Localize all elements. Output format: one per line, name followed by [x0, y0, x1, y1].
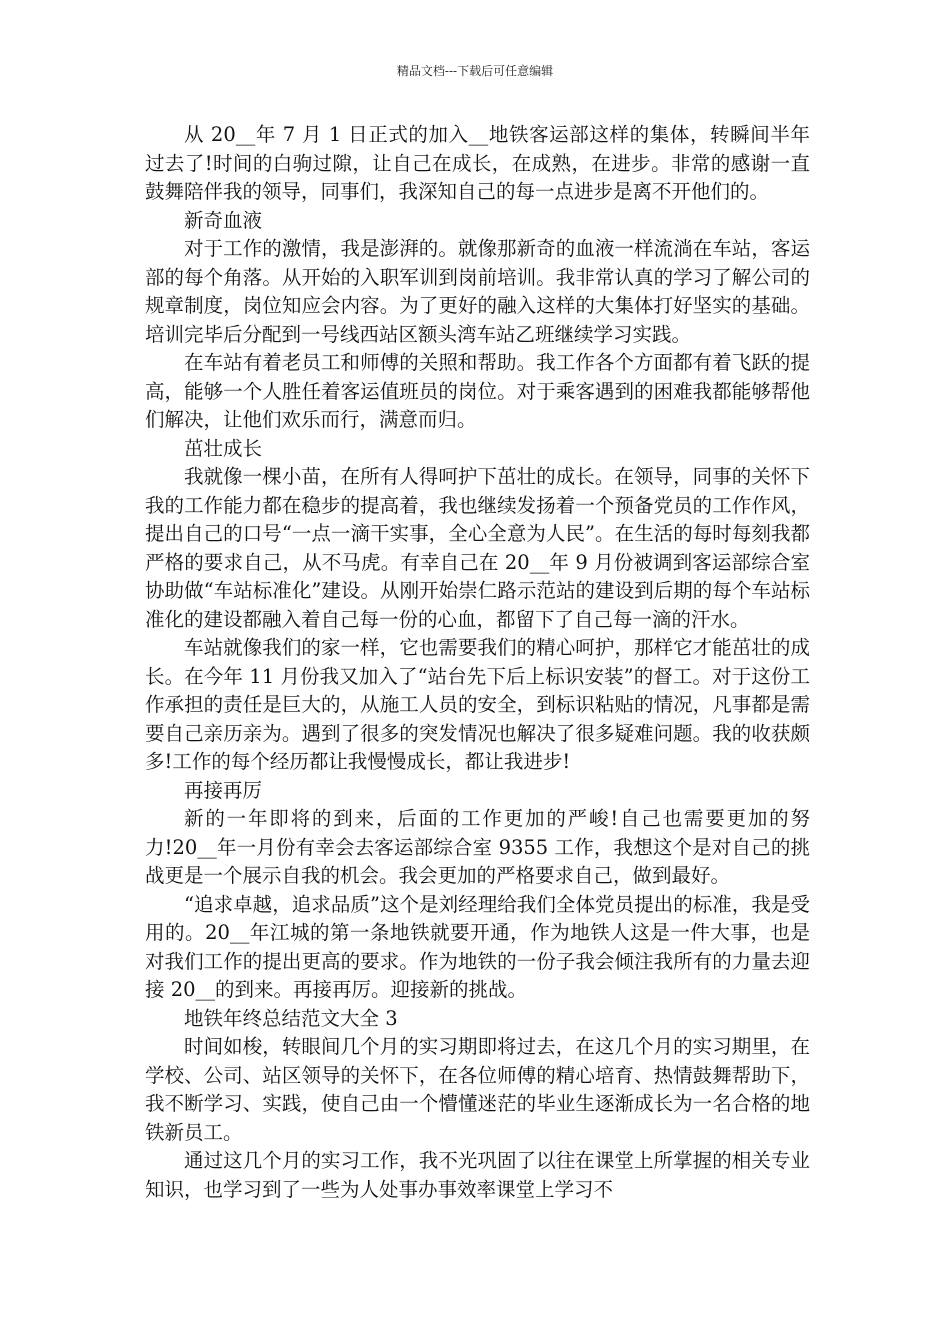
- paragraph: 通过这几个月的实习工作，我不光巩固了以往在课堂上所掌握的相关专业知识，也学习到了一些为人处事办事效率课堂上学习不: [145, 1149, 810, 1201]
- paragraph: 对于工作的激情，我是澎湃的。就像那新奇的血液一样流淌在车站，客运部的每个角落。从开始的入职军训到岗前培训。我非常认真的学习了解公司的规章制度，岗位知应会内容。为了更好的融入这样的大集体打好坚实的基础。培训完毕后分配到一号线西站区额头湾车站乙班继续学习实践。: [145, 237, 810, 346]
- paragraph: 在车站有着老员工和师傅的关照和帮助。我工作各个方面都有着飞跃的提高，能够一个人胜任着客运值班员的岗位。对于乘客遇到的困难我都能够帮他们解决，让他们欢乐而行，满意而归。: [145, 351, 810, 431]
- section-heading: 再接再厉: [184, 778, 263, 802]
- paragraph: 新的一年即将的到来，后面的工作更加的严峻!自己也需要更加的努力!20__年一月份有幸会去客运部综合室 9355 工作，我想这个是对自己的挑战更是一个展示自我的机会。我会更加的严格要求自己，做到最好。: [145, 807, 810, 887]
- paragraph: 从 20__年 7 月 1 日正式的加入__地铁客运部这样的集体，转瞬间半年过去了!时间的白驹过隙，让自己在成长，在成熟，在进步。非常的感谢一直鼓舞陪伴我的领导，同事们，我深知自己的每一点进步是离不开他们的。: [145, 123, 810, 203]
- paragraph: 时间如梭，转眼间几个月的实习期即将过去，在这几个月的实习期里，在学校、公司、站区领导的关怀下，在各位师傅的精心培育、热情鼓舞帮助下，我不断学习、实践，使自己由一个懵懂迷茫的毕业生逐渐成长为一名合格的地铁新员工。: [145, 1035, 810, 1144]
- paragraph: 我就像一棵小苗，在所有人得呵护下茁壮的成长。在领导，同事的关怀下我的工作能力都在稳步的提高着，我也继续发扬着一个预备党员的工作作风，提出自己的口号“一点一滴干实事，全心全意为人民”。在生活的每时每刻我都严格的要求自己，从不马虎。有幸自己在 20__年 9 月份被调到客运部综合室协助做“车站标准化”建设。从刚开始崇仁路示范站的建设到后期的每个车站标准化的建设都融入着自己每一份的心血，都留下了自己每一滴的汗水。: [145, 465, 810, 631]
- document-body: [145, 121, 810, 1204]
- page-header: 精品文档---下载后可任意编辑: [396, 64, 554, 78]
- paragraph: “追求卓越，追求品质”这个是刘经理给我们全体党员提出的标准，我是受用的。20__年江城的第一条地铁就要开通，作为地铁人这是一件大事，也是对我们工作的提出更高的要求。作为地铁的一份子我会倾注我所有的力量去迎接 20__的到来。再接再厉。迎接新的挑战。: [145, 892, 810, 1001]
- section-heading: 茁壮成长: [184, 436, 263, 460]
- section-heading: 地铁年终总结范文大全 3: [184, 1006, 398, 1030]
- section-heading: 新奇血液: [184, 208, 263, 232]
- paragraph: 车站就像我们的家一样，它也需要我们的精心呵护，那样它才能茁壮的成长。在今年 11 月份我又加入了“站台先下后上标识安装”的督工。对于这份工作承担的责任是巨大的，从施工人员的安全，到标识粘贴的情况，凡事都是需要自己亲历亲为。遇到了很多的突发情况也解决了很多疑难问题。我的收获颇多!工作的每个经历都让我慢慢成长，都让我进步!: [145, 636, 810, 773]
